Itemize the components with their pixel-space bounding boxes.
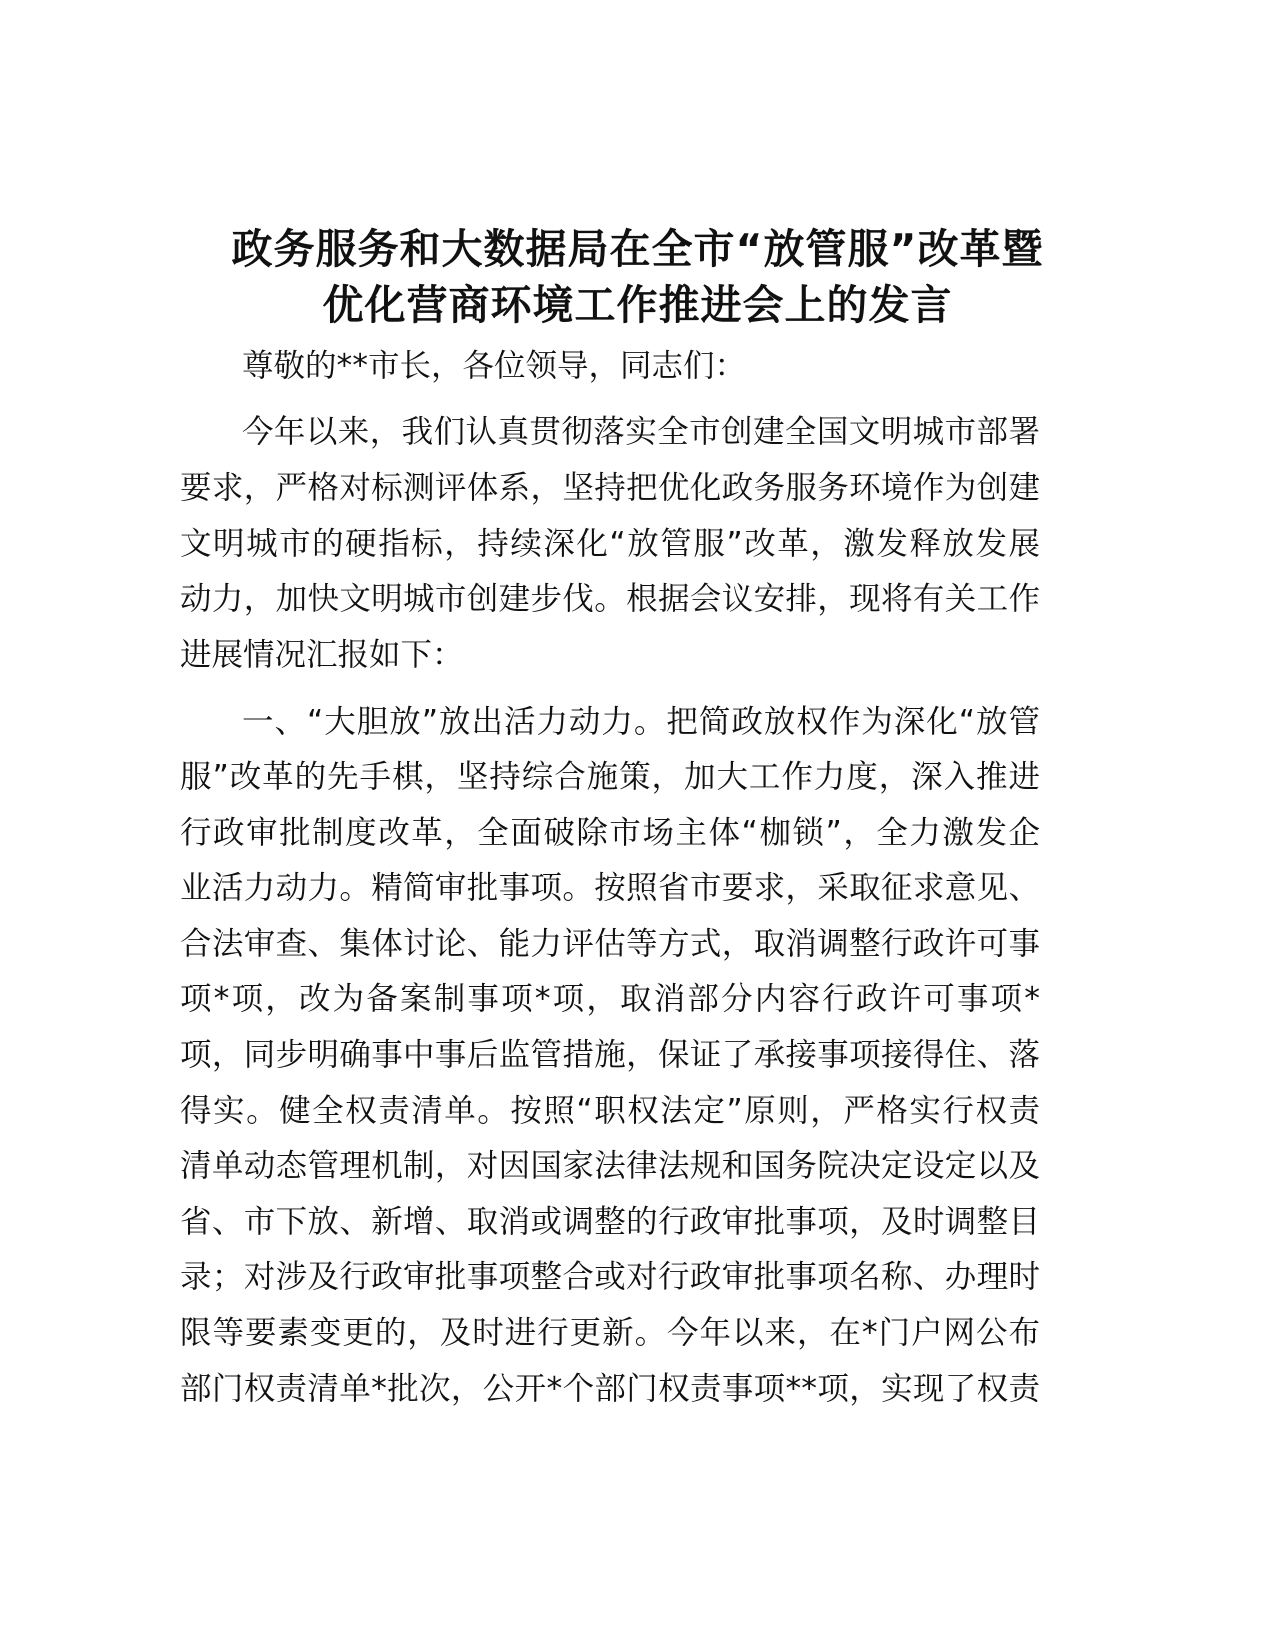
paragraph-line: 录；对涉及行政审批事项整合或对行政审批事项名称、办理时 [180,1259,1040,1295]
paragraph-line: 动力，加快文明城市创建步伐。根据会议安排，现将有关工作 [180,581,1040,617]
salutation: 尊敬的**市长，各位领导，同志们： [242,348,747,384]
paragraph-line: 清单动态管理机制，对因国家法律法规和国务院决定设定以及 [180,1148,1040,1184]
paragraph-line: 限等要素变更的，及时进行更新。今年以来，在*门户网公布 [180,1315,1040,1351]
paragraph-line: 服”改革的先手棋，坚持综合施策，加大工作力度，深入推进 [180,759,1040,795]
paragraph-line: 项，同步明确事中事后监管措施，保证了承接事项接得住、落 [180,1037,1040,1073]
paragraph-line: 业活力动力。精简审批事项。按照省市要求，采取征求意见、 [180,870,1040,906]
paragraph-line: 省、市下放、新增、取消或调整的行政审批事项，及时调整目 [180,1204,1040,1240]
paragraph-line: 得实。健全权责清单。按照“职权法定”原则，严格实行权责 [180,1093,1040,1129]
paragraph-line: 一、“大胆放”放出活力动力。把简政放权作为深化“放管 [242,704,1040,740]
paragraph-line: 合法审查、集体讨论、能力评估等方式，取消调整行政许可事 [180,926,1040,962]
title-line-2: 优化营商环境工作推进会上的发言 [322,281,953,329]
paragraph-line: 行政审批制度改革，全面破除市场主体“枷锁”，全力激发企 [180,815,1040,851]
paragraph-line: 今年以来，我们认真贯彻落实全市创建全国文明城市部署 [242,414,1040,450]
paragraph-line: 要求，严格对标测评体系，坚持把优化政务服务环境作为创建 [180,470,1040,506]
paragraph-line: 部门权责清单*批次，公开*个部门权责事项**项，实现了权责 [180,1371,1040,1407]
title-line-1: 政务服务和大数据局在全市“放管服”改革暨 [231,225,1044,273]
paragraph-line: 进展情况汇报如下： [180,637,464,673]
paragraph-line: 项*项，改为备案制事项*项，取消部分内容行政许可事项* [180,981,1040,1017]
paragraph-line: 文明城市的硬指标，持续深化“放管服”改革，激发释放发展 [180,526,1040,562]
